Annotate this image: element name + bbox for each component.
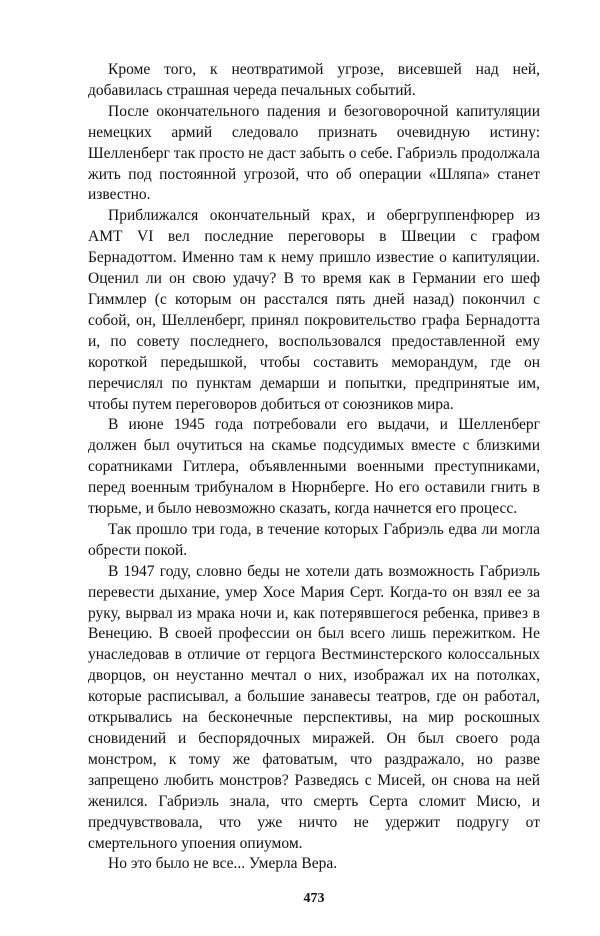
paragraph-2: После окончательного падения и безоговорочной капитуляции немецких армий следовало признать очевидную истину: Шелленберг так просто не даст забыть о себе. Габриэль продолжала жить под постоянной угрозой, что об операции «Шляпа» станет известно. [88, 102, 540, 204]
paragraph-5: Так прошло три года, в течение которых Габриэль едва ли могла обрести покой. [88, 520, 540, 559]
paragraph-6: В 1947 году, словно беды не хотели дать возможность Габриэль перевести дыхание, умер Хосе Мария Серт. Когда-то он взял ее за руку, вырвал из мрака ночи и, как потерявшегося ребенка, привез в Венецию. В своей профессии он был всего лишь пережитком. Не унаследовав в отличие от герцога Вестминстерского колоссальных дворцов, он неустанно мечтал о них, изображал их на потолках, которые расписывал, а большие занавесы театров, где он работал, открывались на бесконечные перспективы, на мир роскошных сновидений и беспорядочных миражей. Он был своего рода монстром, к тому же фатоватым, что раздражало, но разве запрещено любить монстров? Разведясь с Мисей, он снова на ней женился. Габриэль знала, что смерть Серта сломит Мисю, и предчувствовала, что уже ничто не удержит подругу от смертельного упоения опиумом. [88, 562, 540, 852]
page-text [88, 60, 540, 875]
paragraph-1: Кроме того, к неотвратимой угрозе, висевшей над ней, добавилась страшная череда печальных событий. [88, 61, 540, 99]
page-number: 473 [303, 891, 325, 906]
paragraph-7: Но это было не все... Умерла Вера. [108, 855, 338, 873]
paragraph-3: Приближался окончательный крах, и обергруппенфюрер из АМТ VI вел последние переговоры в Швеции с графом Бернадоттом. Именно там к нему пришло известие о капитуляции. Оценил ли он свою удачу? В то время как в Германии его шеф Гиммлер (с которым он расстался пять дней назад) покончил с собой, он, Шелленберг, принял покровительство графа Бернадотта и, по совету последнего, воспользовался предоставленной ему короткой передышкой, чтобы составить меморандум, где он перечислял по пунктам демарши и попытки, предпринятые им, чтобы путем переговоров добиться от союзников мира. [88, 207, 540, 413]
paragraph-4: В июне 1945 года потребовали его выдачи, и Шелленберг должен был очутиться на скамье подсудимых вместе с близкими соратниками Гитлера, объявленными военными преступниками, перед военным трибуналом в Нюрнберге. Но его оставили гнить в тюрьме, и было невозможно сказать, когда начнется его процесс. [88, 416, 540, 518]
